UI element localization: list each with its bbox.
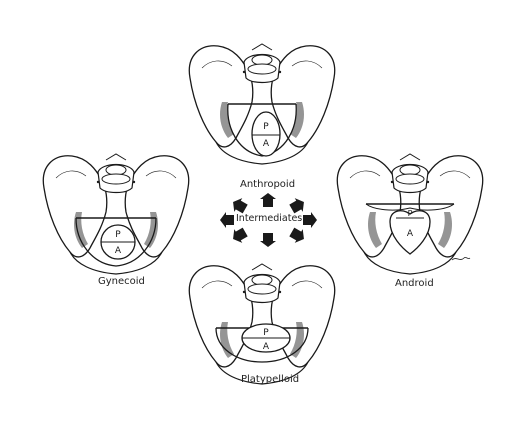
platypelloid-p-marker: P [263, 328, 269, 338]
platypelloid-a-marker: A [262, 342, 270, 352]
gynecoid-p-marker: P [115, 230, 121, 240]
android-p-marker: P [407, 209, 413, 218]
anthropoid-p-marker: P [263, 122, 269, 132]
gynecoid-label: Gynecoid [98, 276, 145, 287]
gynecoid-a-marker: A [114, 246, 122, 256]
arrow-left [220, 212, 234, 228]
arrow-bottom-right [288, 225, 308, 246]
arrow-top-center [260, 193, 276, 207]
arrow-right [303, 212, 317, 228]
artist-signature [452, 257, 470, 260]
platypelloid-label: Platypelloid [241, 374, 300, 385]
android-a-marker: A [406, 229, 414, 239]
intermediates-label: Intermediates [236, 213, 303, 224]
android-pelvis [337, 154, 482, 274]
arrow-bottom-left [229, 225, 249, 246]
anthropoid-a-marker: A [262, 139, 270, 149]
gynecoid-pelvis [43, 154, 188, 274]
anthropoid-label: Anthropoid [240, 179, 296, 190]
arrow-bottom-center [260, 233, 276, 247]
android-label: Android [395, 278, 434, 289]
anthropoid-pelvis [189, 44, 334, 164]
platypelloid-pelvis [189, 264, 334, 384]
